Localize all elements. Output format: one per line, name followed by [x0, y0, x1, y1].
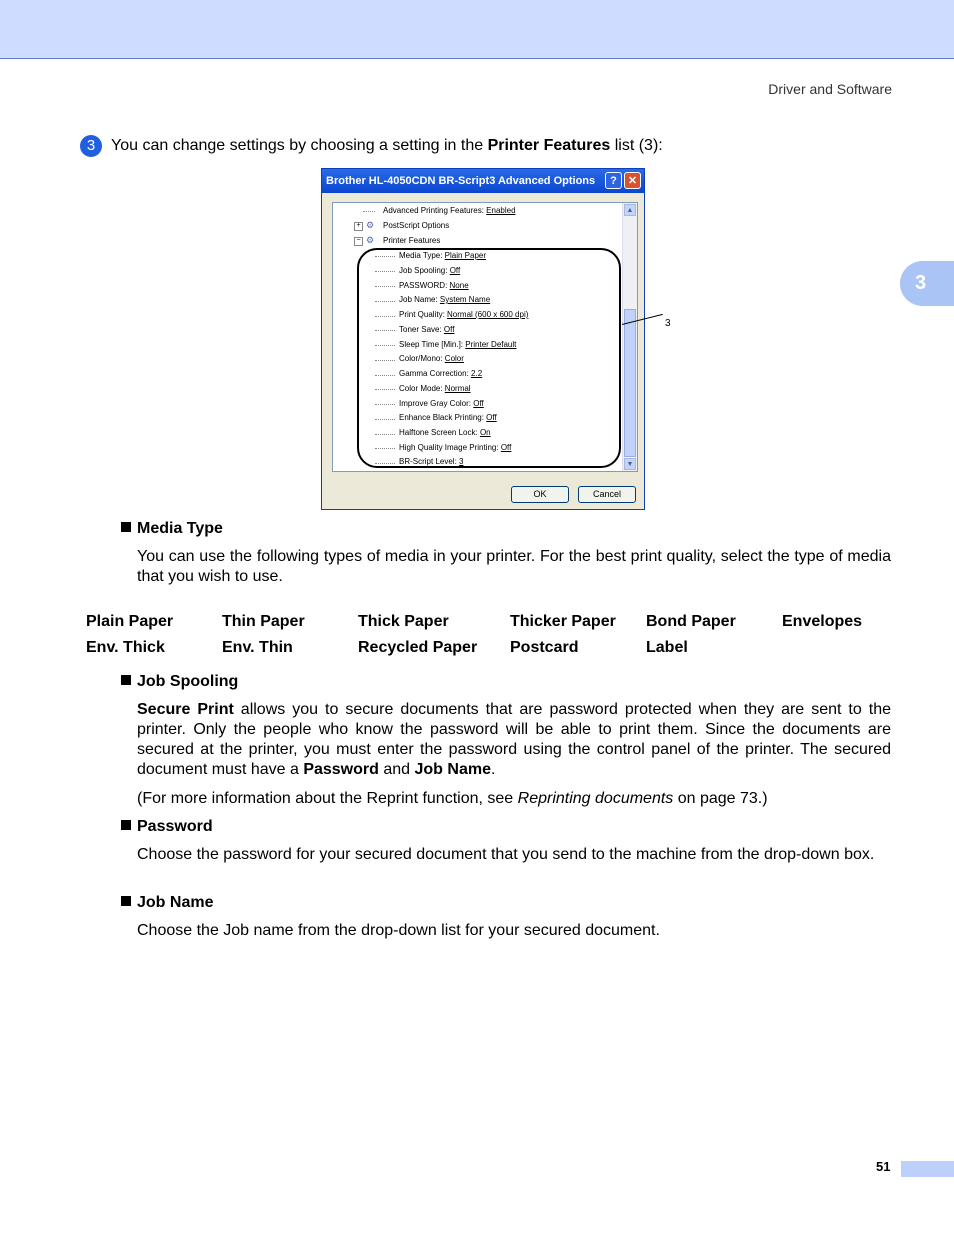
media-type-item: Postcard — [510, 639, 579, 656]
tree-item-high-quality-image-printing[interactable]: High Quality Image Printing: Off — [399, 443, 512, 452]
collapse-icon[interactable]: − — [354, 237, 363, 246]
media-type-item: Thin Paper — [222, 613, 305, 630]
cancel-button[interactable]: Cancel — [578, 486, 636, 503]
help-button[interactable]: ? — [605, 172, 622, 189]
settings-icon: ⚙ — [366, 220, 375, 230]
tree-item-br-script-level[interactable]: BR-Script Level: 3 — [399, 457, 464, 466]
media-type-item: Env. Thick — [86, 639, 165, 656]
scroll-up-icon[interactable]: ▲ — [624, 204, 636, 216]
tree-item-password[interactable]: PASSWORD: None — [399, 281, 469, 290]
media-type-item: Plain Paper — [86, 613, 174, 630]
bullet-square-icon — [121, 820, 131, 830]
password-heading: Password — [121, 818, 213, 836]
media-type-item: Thicker Paper — [510, 613, 616, 630]
media-type-item: Env. Thin — [222, 639, 293, 656]
media-type-item: Recycled Paper — [358, 639, 478, 656]
printer-features-highlight — [357, 248, 621, 468]
reprint-reference: (For more information about the Reprint function, see Reprinting documents on page 73.) — [137, 790, 768, 807]
callout-number: 3 — [665, 318, 671, 329]
dialog-title-bar — [322, 169, 644, 193]
tree-item-gamma-correction[interactable]: Gamma Correction: 2.2 — [399, 369, 483, 378]
step-text: You can change settings by choosing a setting in the Printer Features list (3): — [111, 137, 663, 154]
media-type-heading: Media Type — [121, 520, 223, 538]
media-type-item: Thick Paper — [358, 613, 449, 630]
tree-item-color-mode[interactable]: Color Mode: Normal — [399, 384, 471, 393]
tree-item-postscript-options[interactable]: PostScript Options — [383, 221, 450, 230]
bullet-square-icon — [121, 896, 131, 906]
job-spooling-body: Secure Print allows you to secure documents that are password protected when they are sent to the printer. Only the people who know the password will be able to print them. Since the documents are secured at the printer, you must enter the password using the control panel of the printer. The secured document must have a Password and Job Name. — [137, 701, 892, 778]
options-tree[interactable] — [332, 202, 638, 472]
tree-scrollbar[interactable] — [622, 203, 637, 471]
media-type-body: You can use the following types of media in your printer. For the best print quality, select the type of media that you wish to use. — [137, 548, 891, 585]
tree-item-halftone-screen-lock[interactable]: Halftone Screen Lock: On — [399, 428, 491, 437]
password-body: Choose the password for your secured document that you send to the machine from the drop-down box. — [137, 846, 875, 863]
job-name-heading: Job Name — [121, 894, 213, 912]
advanced-options-dialog — [321, 168, 645, 510]
bullet-square-icon — [121, 522, 131, 532]
tree-item-sleep-time[interactable]: Sleep Time [Min.]: Printer Default — [399, 340, 517, 349]
media-type-item: Label — [646, 639, 688, 656]
page-number: 51 — [876, 1159, 891, 1174]
scroll-thumb[interactable] — [624, 309, 636, 457]
section-header: Driver and Software — [768, 81, 892, 97]
scroll-down-icon[interactable]: ▼ — [624, 458, 636, 470]
tree-item-printer-features[interactable]: Printer Features — [383, 236, 441, 245]
media-type-item: Envelopes — [782, 613, 863, 630]
tree-item-media-type[interactable]: Media Type: Plain Paper — [399, 251, 487, 260]
chapter-tab: 3 — [900, 261, 954, 306]
printer-icon: ⚙ — [366, 235, 375, 245]
tree-item-advanced-printing[interactable]: Advanced Printing Features: Enabled — [383, 206, 516, 215]
dialog-title: Brother HL-4050CDN BR-Script3 Advanced Options — [326, 175, 596, 187]
reprint-link-text: Reprinting documents — [517, 790, 674, 807]
job-spooling-heading: Job Spooling — [121, 673, 238, 691]
close-button[interactable]: ✕ — [624, 172, 641, 189]
tree-item-enhance-black-printing[interactable]: Enhance Black Printing: Off — [399, 413, 497, 422]
step-instruction — [80, 135, 663, 157]
bullet-square-icon — [121, 675, 131, 685]
job-name-body: Choose the Job name from the drop-down list for your secured document. — [137, 922, 660, 939]
tree-item-color-mono[interactable]: Color/Mono: Color — [399, 354, 464, 363]
media-type-item: Bond Paper — [646, 613, 736, 630]
tree-item-toner-save[interactable]: Toner Save: Off — [399, 325, 455, 334]
tree-item-improve-gray-color[interactable]: Improve Gray Color: Off — [399, 399, 484, 408]
tree-item-print-quality[interactable]: Print Quality: Normal (600 x 600 dpi) — [399, 310, 529, 319]
ok-button[interactable]: OK — [511, 486, 569, 503]
tree-item-job-name[interactable]: Job Name: System Name — [399, 295, 491, 304]
tree-connector — [363, 211, 375, 212]
header-band — [0, 0, 954, 59]
expand-icon[interactable]: + — [354, 222, 363, 231]
page-number-bar — [901, 1161, 954, 1177]
step-number-badge: 3 — [80, 135, 102, 157]
tree-item-job-spooling[interactable]: Job Spooling: Off — [399, 266, 461, 275]
